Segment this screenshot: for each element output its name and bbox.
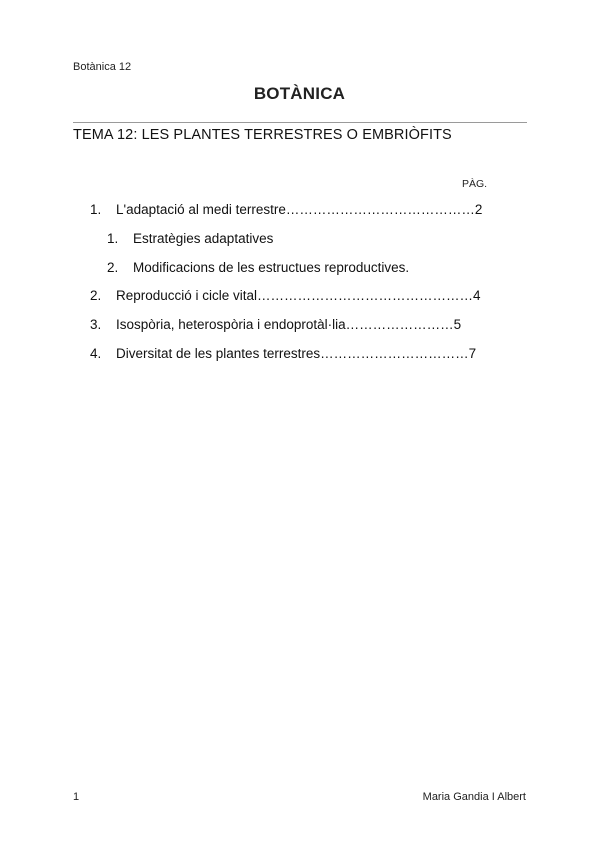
toc-item-text: Estratègies adaptatives: [133, 231, 274, 246]
toc-item-number: 3.: [90, 317, 102, 332]
toc-item-text: Modificacions de les estructues reproductives.: [133, 260, 410, 275]
document-title: BOTÀNICA: [253, 84, 346, 103]
toc-item-number: 4.: [90, 346, 102, 361]
toc-item-number: 2.: [90, 288, 102, 303]
topic-heading: TEMA 12: LES PLANTES TERRESTRES O EMBRIÒFITS: [73, 127, 452, 143]
page-number: 1: [73, 791, 80, 803]
footer-author: Maria Gandia I Albert: [422, 791, 526, 803]
toc-item-number: 1.: [90, 202, 102, 217]
toc-subitem: [107, 231, 273, 246]
toc-subitem: [107, 260, 409, 275]
toc-item-text: Isospòria, heterospòria i endoprotàl·lia……………………5: [116, 317, 462, 332]
toc-item-text: L'adaptació al medi terrestre……………………………………2: [116, 202, 483, 217]
toc-item-text: Reproducció i cicle vital…………………………………………4: [116, 288, 481, 303]
running-header: Botànica 12: [73, 61, 132, 73]
toc-item-number: 2.: [107, 260, 119, 275]
toc-item-number: 1.: [107, 231, 119, 246]
title-divider: [73, 122, 527, 123]
page-column-label: PÀG.: [462, 178, 488, 190]
toc-item: [90, 288, 481, 303]
toc-item: [90, 317, 461, 332]
toc-item: [90, 202, 482, 217]
toc-item: [90, 346, 476, 361]
toc-item-text: Diversitat de les plantes terrestres……………………………7: [116, 346, 477, 361]
